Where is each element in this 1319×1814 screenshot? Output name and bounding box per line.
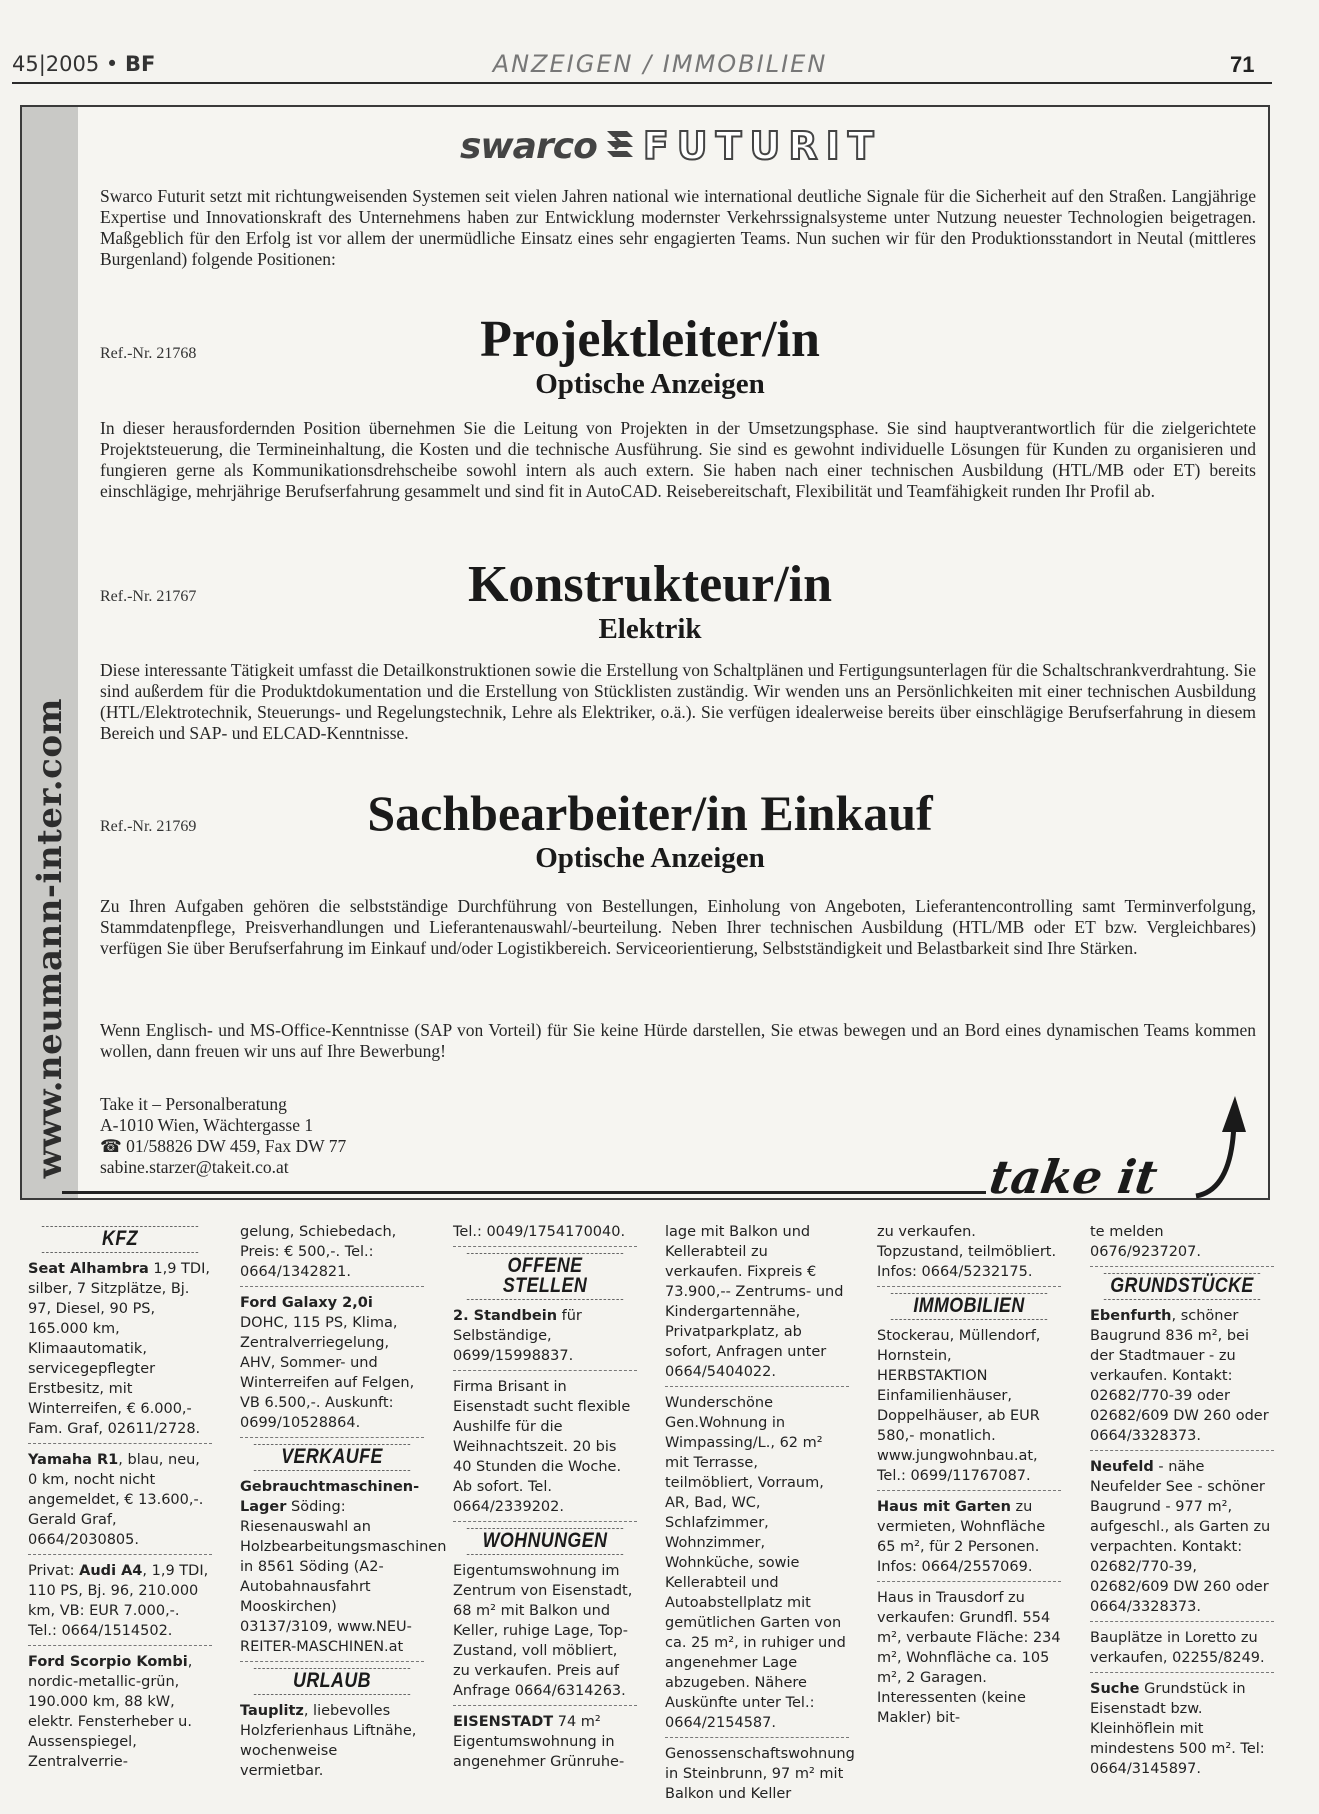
publication-name: BF [125, 52, 156, 76]
list-item: 2. Standbein für Selbständige, 0699/15998837. [453, 1306, 637, 1371]
list-item: Ebenfurth, schöner Baugrund 836 m², bei der Stadtmauer - zu verkaufen. Kontakt: 02682/770-39 oder 02682/609 DW 260 oder 0664/3328373. [1090, 1306, 1274, 1451]
job-subtitle: Optische Anzeigen [535, 842, 765, 874]
list-item: Ford Scorpio Kombi, nordic-metallic-grün, 190.000 km, 88 kW, elektr. Fensterheber u. Aussenspiegel, Zentralverrie- [28, 1654, 193, 1770]
contact-email[interactable]: sabine.starzer@takeit.co.at [100, 1157, 289, 1177]
list-item: te melden 0676/9237207. [1090, 1222, 1274, 1267]
takeit-arrow-icon [1188, 1092, 1248, 1202]
section-title: ANZEIGEN / IMMOBILIEN [492, 50, 828, 78]
signature-line [62, 1191, 986, 1194]
classified-column-3 [453, 1222, 637, 1782]
contact-phone: ☎ 01/58826 DW 459, Fax DW 77 [100, 1136, 347, 1156]
swarco-mark-icon [605, 127, 635, 165]
category-heading: WOHNUNGEN [467, 1528, 623, 1555]
list-item: Gebrauchtmaschinen-Lager Söding: Riesenauswahl an Holzbearbeitungsmaschinen in 8561 Söding (A2-Autobahnausfahrt Mooskirchen) 03137/3109, www.NEU-REITER-MASCHINEN.at [240, 1477, 424, 1662]
ad-closing: Wenn Englisch- und MS-Office-Kenntnisse (SAP von Vorteil) für Sie keine Hürde darstellen, Sie etwas bewegen und an Bord eines dynamischen Teams kommen wollen, dann freuen wir uns auf Ihre Bewerbung! [100, 1020, 1256, 1061]
issue-number: 45|2005 • BF [12, 52, 156, 76]
list-item: Tauplitz, liebevolles Holzferienhaus Liftnähe, wochenweise vermietbar. [240, 1703, 417, 1779]
job-title: Konstrukteur/in [467, 556, 833, 613]
job-ref: Ref.-Nr. 21769 [100, 818, 197, 835]
page-number: 71 [1230, 52, 1255, 77]
list-item: EISENSTADT 74 m² Eigentumswohnung in angenehmer Grünruhe- [453, 1714, 625, 1770]
classified-column-2 [240, 1222, 447, 1791]
job-title: Projektleiter/in [480, 311, 820, 368]
list-item: gelung, Schiebedach, Preis: € 500,-. Tel.: 0664/1342821. [240, 1222, 424, 1287]
job-ref: Ref.-Nr. 21768 [100, 345, 197, 362]
contact-block [100, 1094, 346, 1178]
list-item: Neufeld - nähe Neufelder See - schöner Baugrund - 977 m², aufgeschl., als Garten zu verpachten. Kontakt: 02682/770-39, 02682/609 DW 260 oder 0664/3328373. [1090, 1457, 1274, 1622]
job-ref: Ref.-Nr. 21767 [100, 588, 197, 605]
classified-column-1 [28, 1222, 212, 1782]
list-item: Yamaha R1, blau, neu, 0 km, nocht nicht angemeldet, € 13.600,-. Gerald Graf, 0664/2030805. [28, 1450, 212, 1555]
category-heading: URLAUB [254, 1668, 410, 1695]
contact-company: Take it – Personalberatung [100, 1094, 287, 1114]
list-item: Bauplätze in Loretto zu verkaufen, 02255/8249. [1090, 1628, 1274, 1673]
header-rule [12, 82, 1272, 84]
job-subtitle: Elektrik [598, 613, 702, 645]
classified-column-6 [1090, 1222, 1274, 1789]
category-heading: IMMOBILIEN [891, 1293, 1047, 1320]
swarco-futurit-logo [460, 122, 940, 170]
list-item: Privat: Audi A4, 1,9 TDI, 110 PS, Bj. 96, 210.000 km, VB: EUR 7.000,-. Tel.: 0664/1514502. [28, 1561, 212, 1646]
category-heading: VERKAUFE [254, 1444, 410, 1471]
contact-address: A-1010 Wien, Wächtergasse 1 [100, 1115, 314, 1135]
list-item: Haus in Trausdorf zu verkaufen: Grundfl. 554 m², verbaute Fläche: 234 m², Wohnfläche ca. 105 m², 2 Garagen. Interessenten (keine Makler) bit- [877, 1590, 1061, 1726]
list-item: Haus mit Garten zu vermieten, Wohnfläche 65 m², für 2 Personen. Infos: 0664/2557069. [877, 1497, 1061, 1582]
list-item: Tel.: 0049/1754170040. [453, 1222, 637, 1247]
list-item: zu verkaufen. Topzustand, teilmöbliert. Infos: 0664/5232175. [877, 1222, 1061, 1287]
ad-intro: Swarco Futurit setzt mit richtungweisenden Systemen seit vielen Jahren national wie international deutliche Signale für die Sicherheit auf den Straßen. Langjährige Expertise und Innovationskraft des Unternehmens haben zur Entwicklung modernster Verkehrssignalsysteme unter Nutzung neuester Technologien beigetragen. Maßgeblich für den Erfolg ist vor allem der unermüdliche Einsatz eines sehr engagierten Teams. Nun suchen wir für den Produktionsstandort in Neutal (mittleres Burgenland) folgende Positionen: [100, 186, 1256, 269]
category-heading: KFZ [42, 1226, 198, 1253]
list-item: Firma Brisant in Eisenstadt sucht flexible Aushilfe für die Weihnachtszeit. 20 bis 40 Stunden die Woche. Ab sofort. Tel. 0664/2339202. [453, 1377, 637, 1522]
classified-column-5 [877, 1222, 1061, 1738]
list-item: Ford Galaxy 2,0i DOHC, 115 PS, Klima, Zentralverriegelung, AHV, Sommer- und Winterreifen auf Felgen, VB 6.500,-. Auskunft: 0699/10528864. [240, 1293, 424, 1438]
job-description: Zu Ihren Aufgaben gehören die selbstständige Durchführung von Bestellungen, Einholung von Angeboten, Lieferantencontrolling samt Terminverfolgung, Stammdatenpflege, Preisverhandlungen und Lieferantenauswahl/-beurteilung. Neben Ihrer technischen Ausbildung (HTL/MB oder ET bzw. Vergleichbares) verfügen Sie über Berufserfahrung im Einkauf und/oder Logistikbereich. Serviceorientierung, Selbstständigkeit und Belastbarkeit sind Ihre Stärken. [100, 896, 1256, 958]
category-heading: OFFENE STELLEN [467, 1253, 623, 1300]
list-item: Eigentumswohnung im Zentrum von Eisenstadt, 68 m² mit Balkon und Keller, ruhige Lage, Top-Zustand, voll möbliert, zu verkaufen. Preis auf Anfrage 0664/6314263. [453, 1561, 637, 1706]
takeit-logo: take it [986, 1150, 1161, 1204]
logo-brand-swarco: swarco [460, 125, 597, 167]
logo-brand-futurit: FUTURIT [642, 124, 882, 168]
job-description: Diese interessante Tätigkeit umfasst die Detailkonstruktionen sowie die Erstellung von Schaltplänen und Fertigungsunterlagen für die Schaltschrankverdrahtung. Sie sind außerdem für die Produktdokumentation und die Erstellung von Stücklisten zuständig. Wir wenden uns an Persönlichkeiten mit einer technischen Ausbildung (HTL/Elektrotechnik, Steuerungs- und Regelungstechnik, Lehre als Elektriker, o.ä.). Sie verfügen idealerweise bereits über einschlägige Berufserfahrung in diesem Bereich und SAP- und ELCAD-Kenntnisse. [100, 660, 1256, 743]
list-item: lage mit Balkon und Kellerabteil zu verkaufen. Fixpreis € 73.900,-- Zentrums- und Kindergartennähe, Privatparkplatz, ab sofort, Anfragen unter 0664/5404022. [665, 1222, 849, 1387]
list-item: Seat Alhambra 1,9 TDI, silber, 7 Sitzplätze, Bj. 97, Diesel, 90 PS, 165.000 km, Klimaautomatik, servicegepflegter Erstbesitz, mit Winterreifen, € 6.000,- Fam. Graf, 02611/2728. [28, 1259, 212, 1444]
job-title: Sachbearbeiter/in Einkauf [367, 785, 933, 841]
list-item: Stockerau, Müllendorf, Hornstein, HERBSTAKTION Einfamilienhäuser, Doppelhäuser, ab EUR 580,- monatlich. www.jungwohnbau.at, Tel.: 0699/11767087. [877, 1326, 1061, 1491]
classified-column-4 [665, 1222, 855, 1814]
job-description: In dieser herausfordernden Position übernehmen Sie die Leitung von Projekten in der Umsetzungsphase. Sie sind hauptverantwortlich für die zielgerichtete Projektsteuerung, die Termineinhaltung, die Kosten und die technische Ausführung. Sie sind es gewohnt individuelle Lösungen für Kunden zu organisieren und fungieren gerne als Kommunikationsdrehscheibe sowohl intern als auch extern. Sie haben nach einer technischen Ausbildung (HTL/MB oder ET) bereits einschlägige, mehrjährige Berufserfahrung gesammelt und sind fit in AutoCAD. Reisebereitschaft, Flexibilität und Teamfähigkeit runden Ihr Profil ab. [100, 418, 1256, 501]
list-item: Suche Grundstück in Eisenstadt bzw. Kleinhöflein mit mindestens 500 m². Tel: 0664/3145897. [1090, 1681, 1265, 1777]
list-item: Wunderschöne Gen.Wohnung in Wimpassing/L., 62 m² mit Terrasse, teilmöbliert, Vorraum, AR, Bad, WC, Schlafzimmer, Wohnzimmer, Wohnküche, sowie Kellerabteil und Autoabstellplatz mit gemütlichen Garten von ca. 25 m², in ruhiger und angenehmer Lage abzugeben. Nähere Auskünfte unter Tel.: 0664/2154587. [665, 1393, 849, 1738]
list-item: Genossenschaftswohnung in Steinbrunn, 97 m² mit Balkon und Keller [665, 1746, 855, 1802]
side-url: www.neumann-inter.com [30, 697, 70, 1178]
job-subtitle: Optische Anzeigen [535, 368, 765, 400]
category-heading: GRUNDSTÜCKE [1104, 1273, 1260, 1300]
